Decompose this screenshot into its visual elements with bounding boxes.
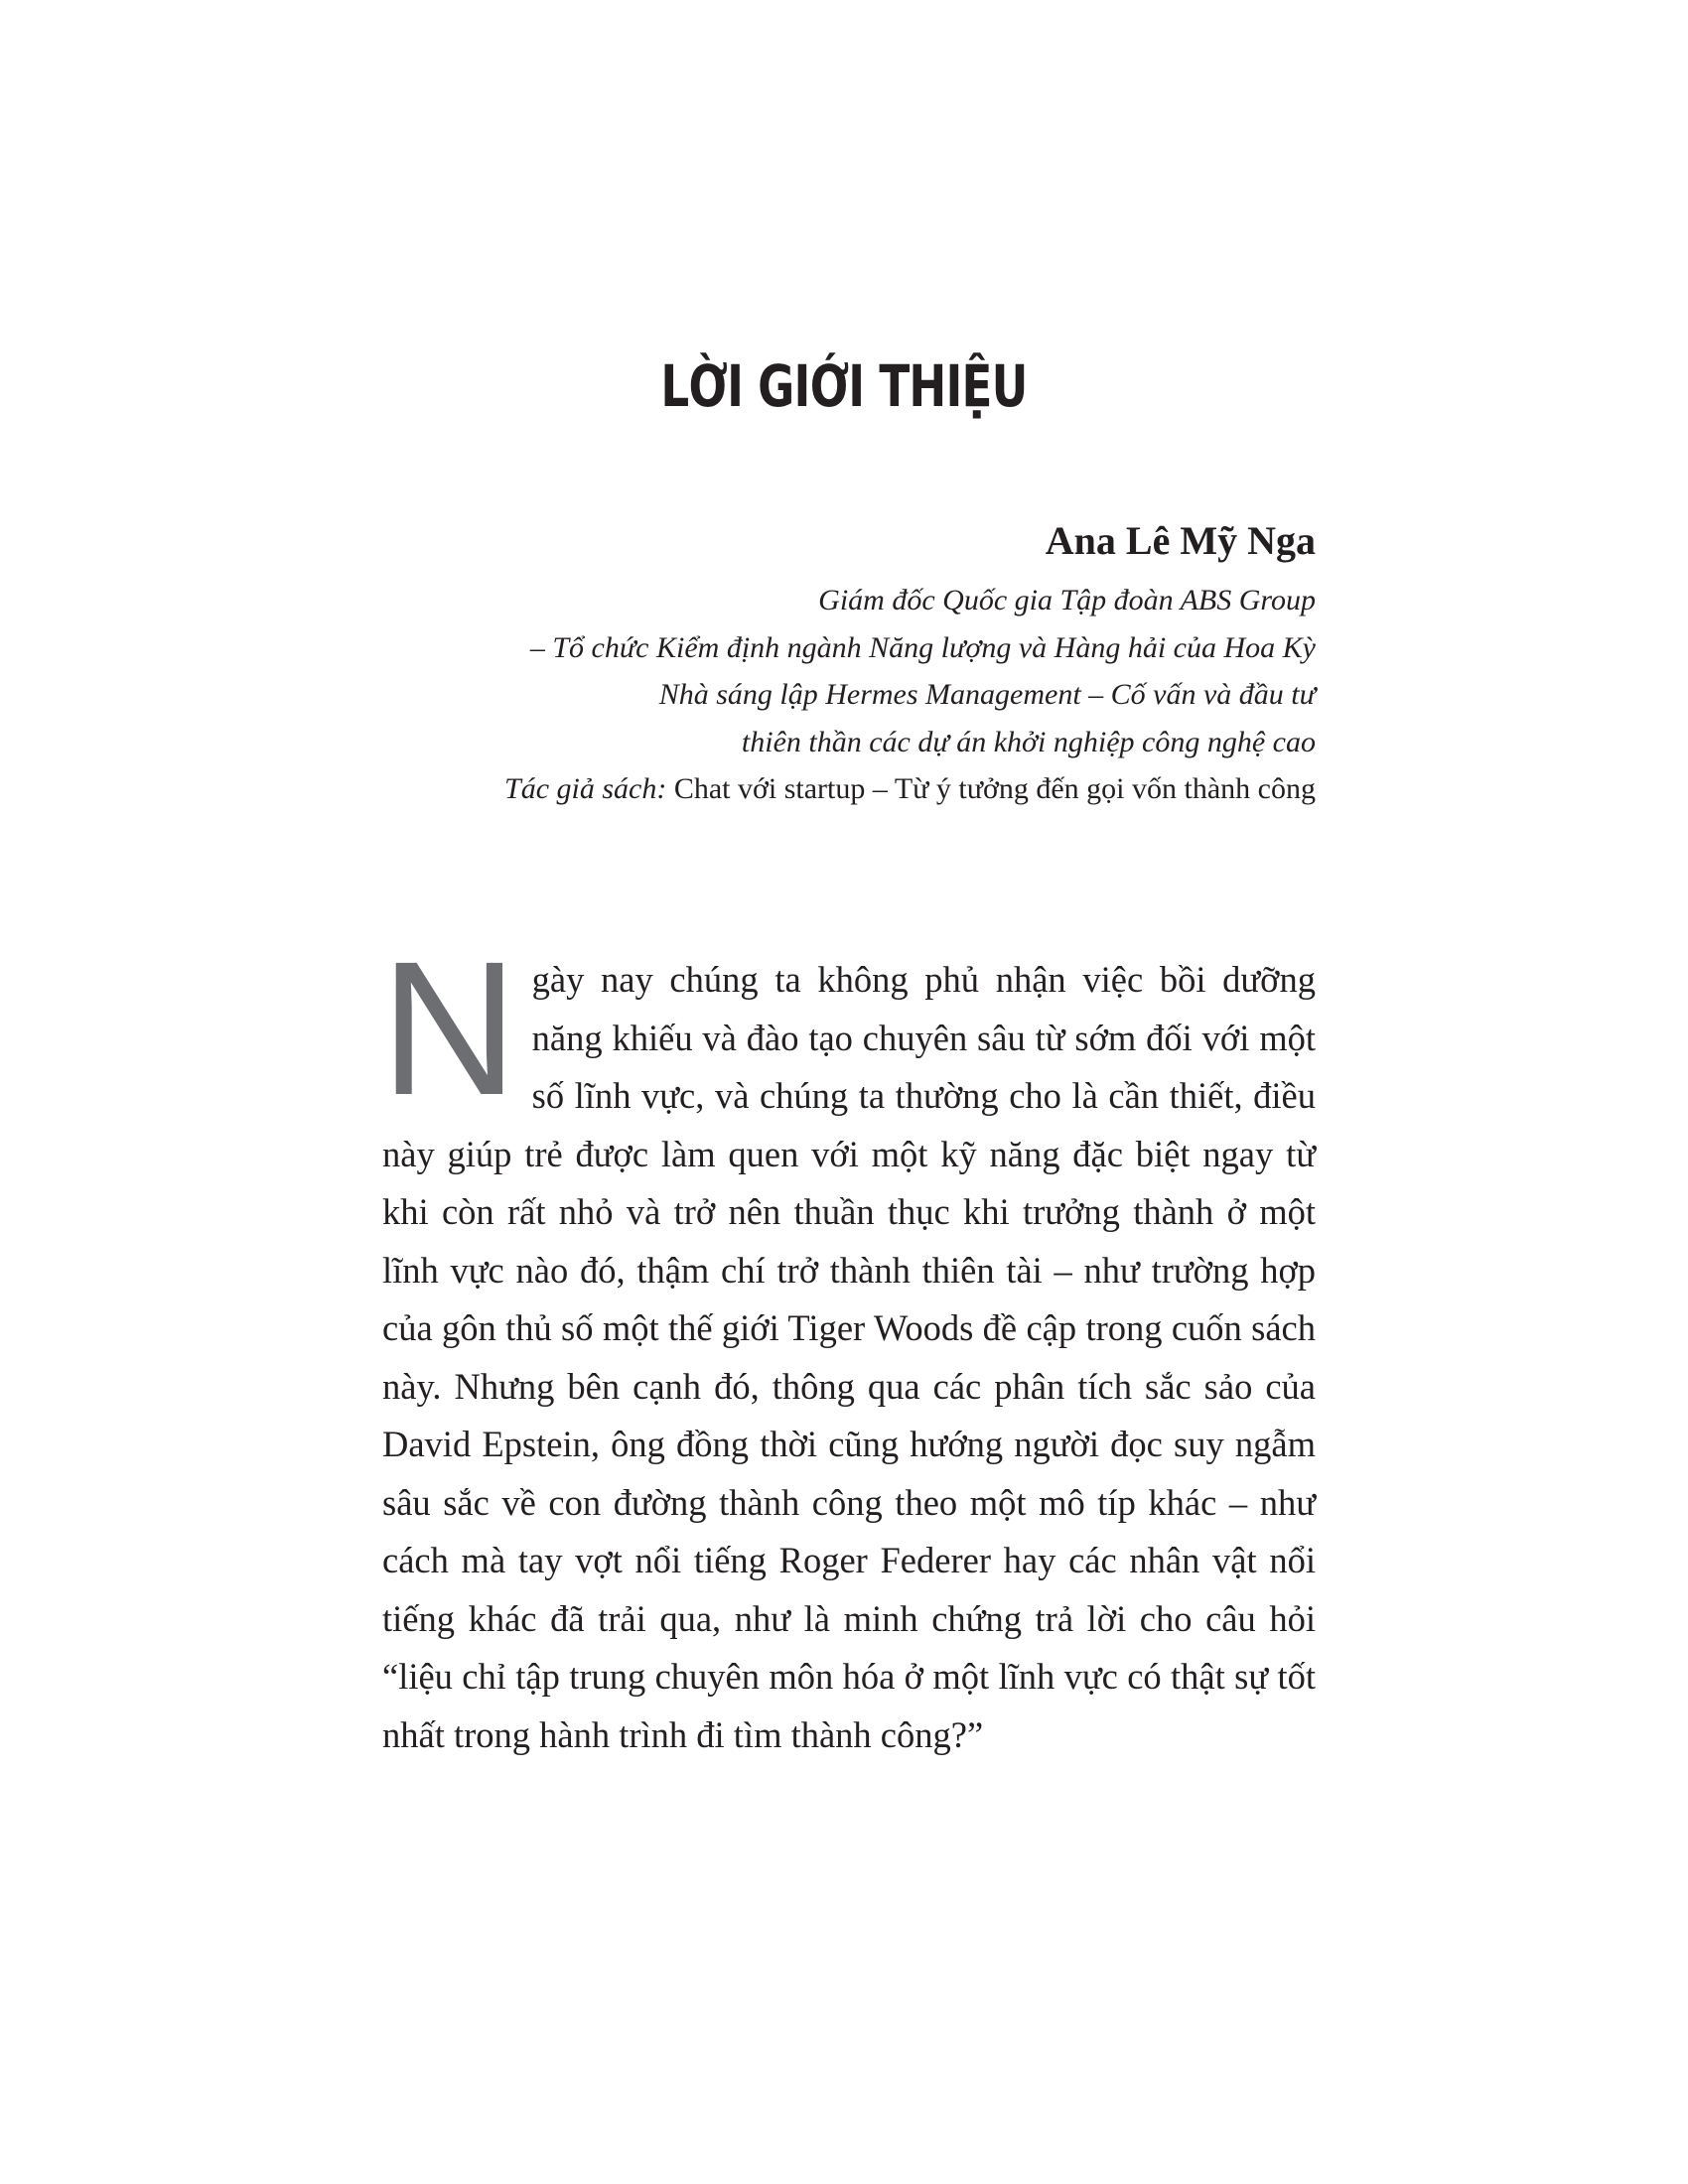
author-role-line: thiên thần các dự án khởi nghiệp công nghệ cao	[741, 725, 1316, 758]
author-role-line: Nhà sáng lập Hermes Management – Cố vấn và đầu tư	[658, 678, 1316, 711]
page-title: LỜI GIỚI THIỆU	[660, 352, 1028, 420]
book-label: Tác giả sách:	[504, 772, 667, 805]
author-role-line: – Tổ chức Kiểm định ngành Năng lượng và Hàng hải của Hoa Kỳ	[529, 630, 1316, 664]
body-paragraph	[380, 921, 1316, 1764]
byline	[377, 511, 1316, 813]
book-title: Chat với startup – Từ ý tưởng đến gọi vốn thành công	[673, 772, 1316, 805]
drop-cap: N	[380, 921, 518, 1135]
author-book-line	[377, 765, 1316, 813]
author-role-line: Giám đốc Quốc gia Tập đoàn ABS Group	[818, 584, 1316, 616]
body-paragraph-text: gày nay chúng ta không phủ nhận việc bồi dưỡng năng khiếu và đào tạo chuyên sâu từ sớm đối với một số lĩnh vực, và chúng ta thường cho là cần thiết, điều này giúp trẻ được làm quen với một kỹ năng đặc biệt ngay từ khi còn rất nhỏ và trở nên thuần thục khi trưởng thành ở một lĩnh vực nào đó, thậm chí trở thành thiên tài – như trường hợp của gôn thủ số một thế giới Tiger Woods đề cập trong cuốn sách này. Nhưng bên cạnh đó, thông qua các phân tích sắc sảo của David Epstein, ông đồng thời cũng hướng người đọc suy ngẫm sâu sắc về con đường thành công theo một mô típ khác – như cách mà tay vợt nổi tiếng Roger Federer hay các nhân vật nổi tiếng khác đã trải qua, như là minh chứng trả lời cho câu hỏi “liệu chỉ tập trung chuyên môn hóa ở một lĩnh vực có thật sự tốt nhất trong hành trình đi tìm thành công?”	[382, 959, 1316, 1755]
author-name: Ana Lê Mỹ Nga	[1045, 518, 1316, 563]
